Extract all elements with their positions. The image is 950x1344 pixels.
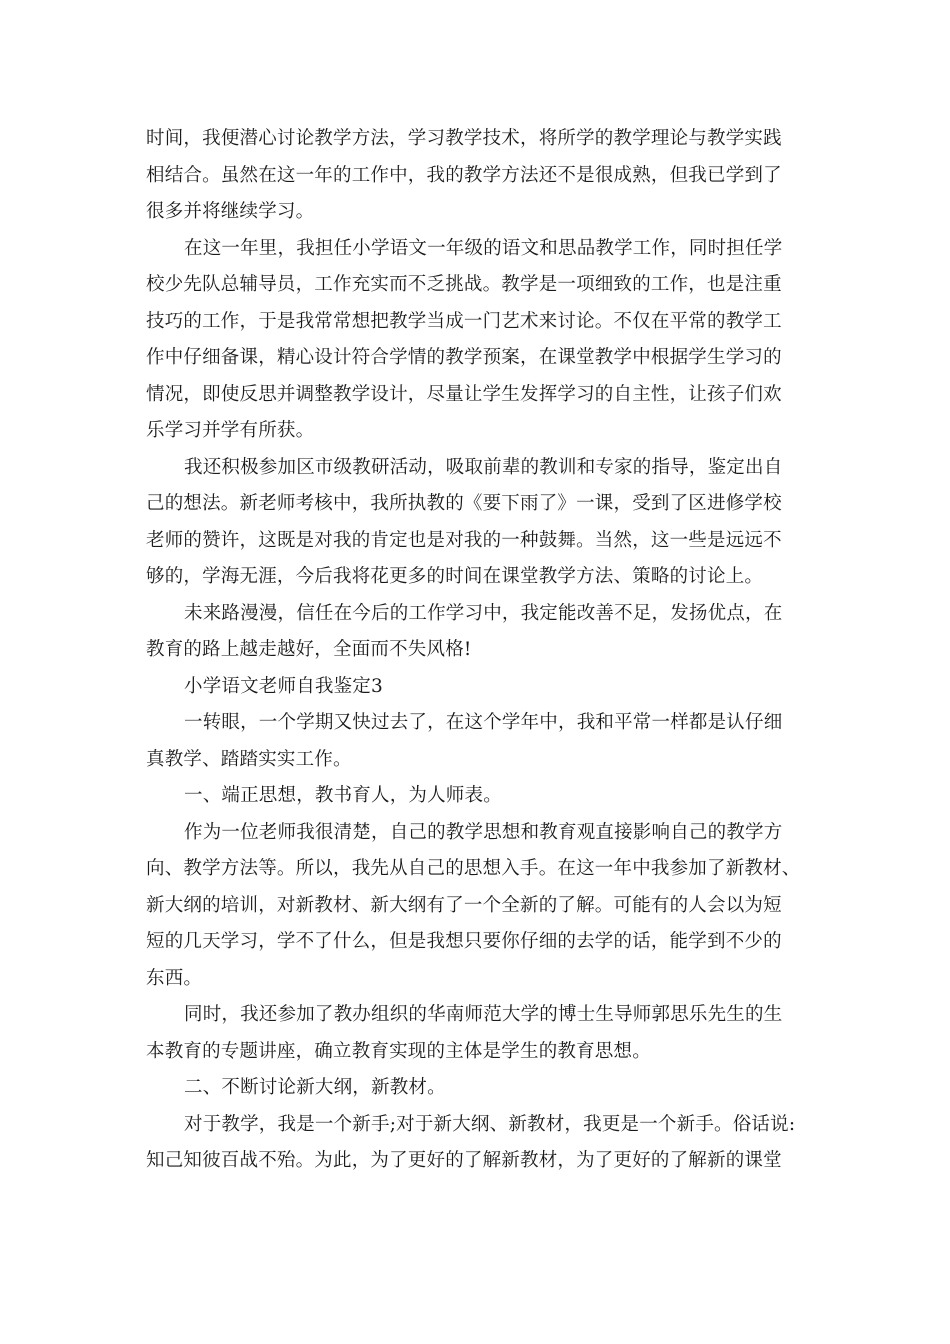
- text-line: 我还积极参加区市级教研活动，吸取前辈的教训和专家的指导，鉴定出自: [184, 456, 783, 478]
- text-line: 技巧的工作，于是我常常想把教学当成一门艺术来讨论。不仅在平常的教学工: [146, 310, 782, 332]
- text-line: 小学语文老师自我鉴定3: [184, 675, 383, 697]
- text-line: 东西。: [146, 967, 203, 989]
- text-line: 相结合。虽然在这一年的工作中，我的教学方法还不是很成熟，但我已学到了: [146, 164, 782, 186]
- text-line: 情况，即使反思并调整教学设计，尽量让学生发挥学习的自主性，让孩子们欢: [146, 383, 782, 405]
- text-line: 短的几天学习，学不了什么，但是我想只要你仔细的去学的话，能学到不少的: [146, 931, 782, 952]
- text-line: 一、端正思想，教书育人，为人师表。: [184, 785, 502, 806]
- document-body: [146, 121, 828, 1180]
- text-line: 时间，我便潜心讨论教学方法，学习教学技术，将所学的教学理论与教学实践: [146, 128, 782, 149]
- text-line: 作中仔细备课，精心设计符合学情的教学预案，在课堂教学中根据学生学习的: [146, 347, 782, 368]
- text-line: 真教学、踏踏实实工作。: [146, 748, 352, 770]
- text-line: 知己知彼百战不殆。为此，为了更好的了解新教材，为了更好的了解新的课堂: [146, 1150, 782, 1171]
- text-line: 新大纲的培训，对新教材、新大纲有了一个全新的了解。可能有的人会以为短: [146, 894, 782, 916]
- text-line: 老师的赞许，这既是对我的肯定也是对我的一种鼓舞。当然，这一些是远远不: [146, 529, 782, 551]
- text-line: 未来路漫漫，信任在今后的工作学习中，我定能改善不足，发扬优点，在: [184, 602, 783, 624]
- text-line: 作为一位老师我很清楚，自己的教学思想和教育观直接影响自己的教学方: [184, 821, 783, 843]
- text-line: 己的想法。新老师考核中，我所执教的《要下雨了》一课，受到了区进修学校: [146, 493, 782, 514]
- text-line: 同时，我还参加了教办组织的华南师范大学的博士生导师郭思乐先生的生: [184, 1004, 783, 1025]
- text-line: 校少先队总辅导员，工作充实而不乏挑战。教学是一项细致的工作，也是注重: [146, 274, 782, 295]
- text-line: 一转眼，一个学期又快过去了，在这个学年中，我和平常一样都是认仔细: [184, 712, 783, 733]
- text-line: 向、教学方法等。所以，我先从自己的思想入手。在这一年中我参加了新教材、: [146, 858, 801, 879]
- text-line: 很多并将继续学习。: [146, 201, 315, 222]
- text-line: 在这一年里，我担任小学语文一年级的语文和思品教学工作，同时担任学: [184, 237, 783, 259]
- text-line: 二、不断讨论新大纲，新教材。: [184, 1077, 446, 1098]
- text-line: 教育的路上越走越好，全面而不失风格!: [146, 639, 472, 660]
- text-line: 对于教学，我是一个新手;对于新大纲、新教材，我更是一个新手。俗话说:: [184, 1113, 796, 1135]
- text-line: 够的，学海无涯，今后我将花更多的时间在课堂教学方法、策略的讨论上。: [146, 566, 764, 587]
- text-line: 本教育的专题讲座，确立教育实现的主体是学生的教育思想。: [146, 1040, 651, 1062]
- text-line: 乐学习并学有所获。: [146, 420, 315, 441]
